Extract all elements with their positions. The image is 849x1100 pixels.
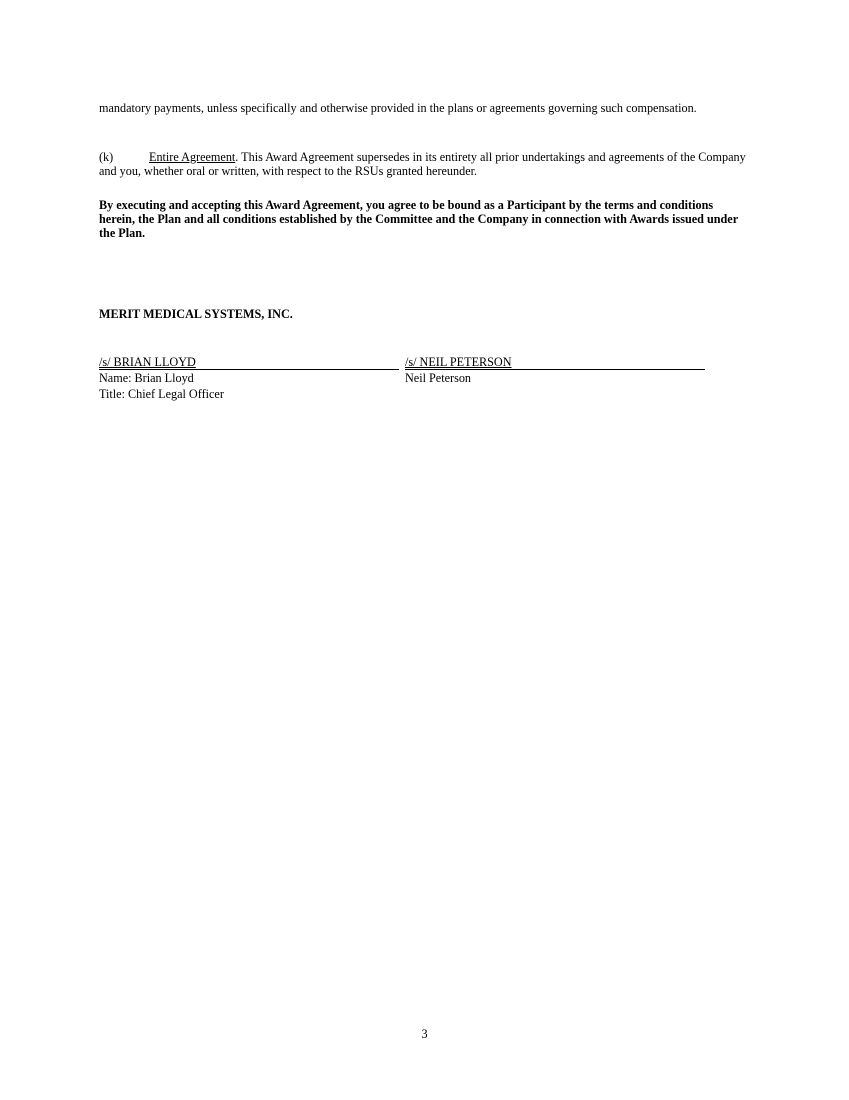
participant-signature: /s/ NEIL PETERSON — [405, 355, 512, 369]
participant-signature-line — [405, 355, 705, 370]
company-name: MERIT MEDICAL SYSTEMS, INC. — [99, 307, 293, 321]
company-signature-block — [99, 355, 399, 402]
company-signer-name: Name: Brian Lloyd — [99, 371, 194, 385]
company-signature-line — [99, 355, 399, 370]
section-k-heading: Entire Agreement — [149, 150, 236, 164]
acknowledgment-paragraph: By executing and accepting this Award Agreement, you agree to be bound as a Participant by the terms and conditions herein, the Plan and all conditions established by the Committee and the Company in connection with Awards issued under the Plan. — [99, 198, 738, 240]
company-signature: /s/ BRIAN LLOYD — [99, 355, 196, 369]
page-number: 3 — [421, 1027, 428, 1041]
continuation-paragraph: mandatory payments, unless specifically and otherwise provided in the plans or agreements governing such compensation. — [99, 101, 697, 115]
section-k-paragraph — [99, 150, 749, 178]
section-k-label: (k) — [99, 150, 114, 164]
participant-signature-block — [405, 355, 705, 386]
company-signer-title: Title: Chief Legal Officer — [99, 387, 224, 401]
section-k-text: . This Award Agreement supersedes in its entirety all prior undertakings and agreements of the Company and you, whether oral or written, with respect to the RSUs granted hereunder. — [99, 150, 746, 178]
participant-name: Neil Peterson — [405, 371, 472, 385]
